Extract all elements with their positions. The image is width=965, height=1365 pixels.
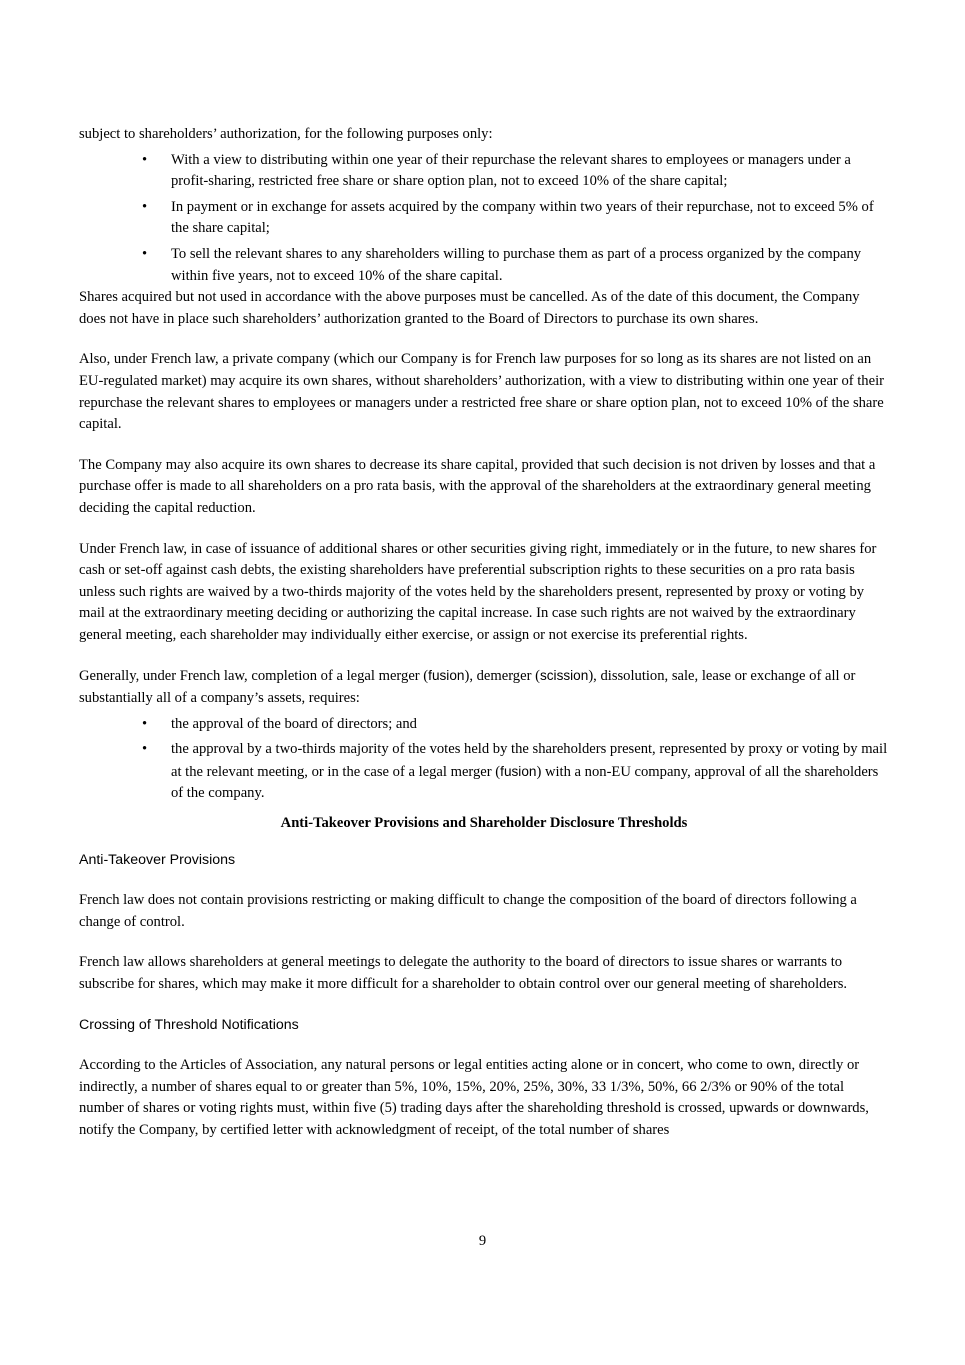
document-page [79,124,889,1142]
paragraph-capital-decrease: The Company may also acquire its own shares to decrease its share capital, provided that such decision is not driven by losses and that a purchase offer is made to all shareholders on a pro rata basis, with the approval of the shareholders at the extraordinary general meeting deciding the capital reduction. [79,456,876,516]
term-scission: scission [539,668,589,684]
list-item [79,197,889,240]
bullet-icon: • [142,151,148,168]
paragraph-merger [79,665,889,709]
merger-text: Generally, under French law, completion of a legal merger ( [79,668,429,685]
term-fusion: fusion [500,763,537,779]
merger-requirements-list [79,714,889,805]
bullet-icon: • [142,198,148,215]
merger-text: ), dissolution, sale, lease or exchange of all or substantially all of a company’s assets, requires: [79,668,856,707]
term-fusion: fusion [428,668,465,684]
paragraph-cancelled: Shares acquired but not used in accordance with the above purposes must be cancelled. As of the date of this document, the Company does not have in place such shareholders’ authorization granted to the Board of Directors to purchase its own shares. [79,289,860,327]
list-item [79,739,889,805]
list-item [79,150,889,193]
intro-text: subject to shareholders’ authorization, for the following purposes only: [79,126,493,142]
page-number: 9 [478,1233,487,1249]
requirement-text: the approval by a two-thirds majority of the votes held by the shareholders present, represented by proxy or voting by mail at the relevant meeting, or in the case of a legal merger ( [171,741,888,780]
threshold-heading: Crossing of Threshold Notifications [79,1016,299,1033]
requirement-text: ) with a non-EU company, approval of all the shareholders of the company. [171,763,879,802]
anti-takeover-heading: Anti-Takeover Provisions [79,851,236,868]
section-heading: Anti-Takeover Provisions and Shareholder Disclosure Thresholds [280,815,688,832]
purpose-text: In payment or in exchange for assets acquired by the company within two years of their repurchase, not to exceed 5% of the share capital; [171,198,874,237]
list-item [79,244,889,287]
purpose-text: With a view to distributing within one year of their repurchase the relevant shares to employees or managers under a profit-sharing, restricted free share or share option plan, not to exceed 10% of the share capital; [171,151,851,190]
bullet-icon: • [142,741,148,758]
paragraph-threshold: According to the Articles of Association, any natural persons or legal entities acting alone or in concert, who come to own, directly or indirectly, a number of shares equal to or greater than 5%, 10%, 15%, 20%, 25%, 30%, 33 1/3%, 50%, 66 2/3% or 90% of the total number of shares or voting rights must, within five (5) trading days after the shareholding threshold is crossed, upwards or downwards, notify the Company, by certified letter with acknowledgment of receipt, of the total number of shares [79,1057,869,1138]
bullet-icon: • [142,715,148,732]
purpose-text: To sell the relevant shares to any shareholders willing to purchase them as part of a process organized by the company within five years, not to exceed 10% of the share capital. [171,245,862,284]
requirement-text: the approval of the board of directors; and [171,715,417,732]
paragraph-preferential-rights: Under French law, in case of issuance of additional shares or other securities giving right, immediately or in the future, to new shares for cash or set-off against cash debts, the existing shareholders have preferential subscription rights to these securities on a pro rata basis unless such rights are waived by a two-thirds majority of the votes held by the shareholders present, represented by proxy or voting by mail at the extraordinary meeting deciding or authorizing the capital increase. In case such rights are not waived by the extraordinary general meeting, each shareholder may individually either exercise, or assign or not exercise its preferential rights. [79,540,877,643]
paragraph-delegation: French law allows shareholders at general meetings to delegate the authority to the board of directors to issue shares or warrants to subscribe for shares, which may make it more difficult for a shareholder to obtain control over our general meeting of shareholders. [79,954,848,992]
bullet-icon: • [142,245,148,262]
paragraph-change-of-control: French law does not contain provisions restricting or making difficult to change the composition of the board of directors following a change of control. [79,892,857,930]
paragraph-private-company: Also, under French law, a private company (which our Company is for French law purposes for so long as its shares are not listed on an EU-regulated market) may acquire its own shares, without shareholders’ authorization, with a view to distributing within one year of their repurchase the relevant shares to employees or managers under a restricted free share or share option plan, not to exceed 10% of the share capital. [79,351,884,433]
purposes-list [79,150,889,288]
list-item [79,714,889,736]
merger-text: ), demerger ( [464,668,540,685]
